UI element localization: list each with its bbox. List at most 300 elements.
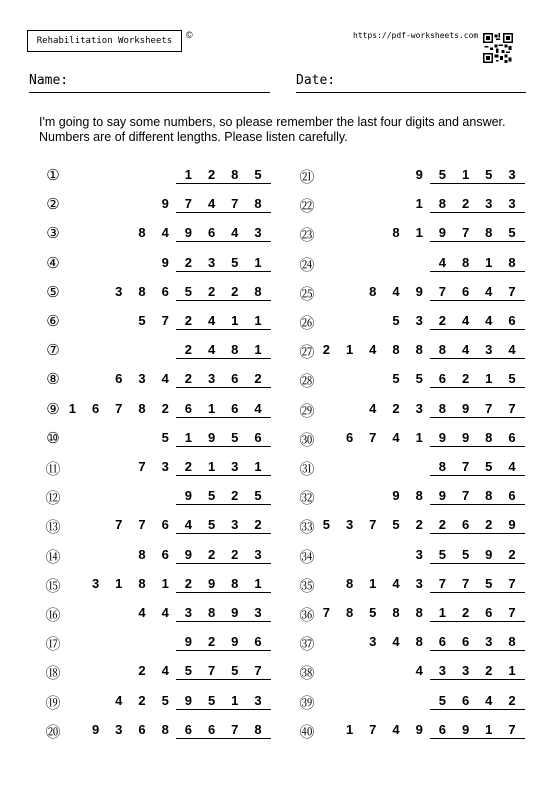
- answer-digit: 3: [207, 371, 216, 387]
- answer-digit: 2: [461, 196, 470, 212]
- problem-row: [297, 281, 537, 305]
- answer-underline: [430, 446, 525, 447]
- problem-row: [297, 544, 537, 568]
- answer-underline: [430, 621, 525, 622]
- answer-underline: [430, 475, 525, 476]
- problem-row: [297, 573, 537, 597]
- problem-row: [297, 456, 537, 480]
- problem-number: ⑳: [45, 723, 61, 741]
- answer-digit: 8: [254, 283, 262, 299]
- digit: 4: [392, 634, 400, 650]
- answer-digit: 7: [461, 225, 470, 241]
- answer-underline: [430, 563, 525, 564]
- problem-row: [43, 573, 283, 597]
- answer-digit: 6: [184, 400, 192, 416]
- answer-digit: 5: [438, 167, 446, 182]
- answer-digit: 8: [438, 196, 446, 212]
- answer-digit: 8: [438, 342, 446, 358]
- instruction-line: Numbers are of different lengths. Please listen carefully.: [39, 130, 348, 144]
- answer-digit: 1: [485, 371, 493, 387]
- answer-underline: [176, 621, 271, 622]
- digit: 4: [392, 283, 400, 299]
- digit: 2: [392, 400, 400, 416]
- problem-number: ㊳: [299, 665, 315, 683]
- answer-digit: 3: [231, 517, 239, 533]
- problem-number: ㉟: [299, 577, 315, 595]
- problem-row: [43, 660, 283, 684]
- answer-underline: [430, 504, 525, 505]
- answer-digit: 5: [207, 517, 216, 533]
- problem-number: ㊲: [299, 636, 315, 654]
- answer-digit: 7: [461, 488, 470, 504]
- answer-digit: 2: [184, 371, 192, 387]
- answer-digit: 3: [508, 196, 516, 212]
- problem-row: [43, 690, 283, 714]
- problem-row: [297, 398, 537, 422]
- digit: 8: [138, 225, 146, 241]
- answer-digit: 5: [438, 546, 446, 562]
- answer-underline: [176, 650, 271, 651]
- answer-digit: 5: [207, 692, 216, 708]
- answer-underline: [176, 271, 271, 272]
- answer-digit: 4: [438, 254, 446, 270]
- digit: 3: [115, 283, 123, 299]
- answer-digit: 1: [231, 692, 239, 708]
- answer-digit: 7: [231, 721, 239, 737]
- problem-row: [43, 602, 283, 626]
- digit: 8: [161, 721, 169, 737]
- answer-digit: 1: [461, 167, 470, 182]
- instructions: [39, 115, 529, 145]
- digit: 9: [392, 488, 400, 504]
- digit: 8: [138, 546, 146, 562]
- qr-code-icon[interactable]: [483, 33, 513, 63]
- answer-digit: 2: [461, 605, 470, 620]
- answer-digit: 4: [207, 196, 216, 212]
- answer-digit: 2: [184, 342, 192, 358]
- answer-digit: 5: [254, 167, 262, 182]
- problem-row: [297, 719, 537, 743]
- answer-digit: 6: [438, 721, 446, 737]
- problem-number: ④: [46, 254, 60, 272]
- problem-row: [297, 602, 537, 626]
- answer-underline: [176, 592, 271, 593]
- problem-row: [43, 281, 283, 305]
- answer-underline: [430, 271, 525, 272]
- answer-digit: 2: [485, 663, 493, 679]
- problem-row: [43, 719, 283, 743]
- problem-number: ㉗: [299, 344, 315, 362]
- answer-digit: 9: [438, 488, 446, 504]
- answer-underline: [430, 709, 525, 710]
- digit: 9: [91, 721, 100, 737]
- digit: 5: [415, 371, 423, 387]
- digit: 6: [345, 429, 354, 445]
- answer-digit: 2: [184, 254, 192, 270]
- answer-digit: 7: [184, 196, 192, 212]
- problem-row: [43, 544, 283, 568]
- answer-digit: 2: [231, 283, 239, 299]
- problem-row: [43, 398, 283, 422]
- answer-digit: 1: [254, 254, 262, 270]
- problem-number: ㉝: [299, 519, 315, 537]
- problem-row: [43, 252, 283, 276]
- answer-digit: 3: [184, 605, 192, 620]
- digit: 6: [161, 283, 169, 299]
- digit: 1: [369, 575, 377, 591]
- answer-digit: 8: [485, 488, 493, 504]
- answer-digit: 7: [508, 605, 516, 620]
- answer-digit: 5: [231, 254, 239, 270]
- problem-number: ①: [46, 167, 60, 184]
- digit: 2: [138, 692, 146, 708]
- digit: 2: [322, 342, 330, 358]
- digit: 6: [161, 546, 169, 562]
- answer-underline: [430, 650, 525, 651]
- answer-digit: 6: [508, 488, 516, 504]
- answer-digit: 6: [254, 634, 262, 650]
- answer-digit: 1: [254, 575, 262, 591]
- digit: 3: [345, 517, 354, 533]
- answer-digit: 7: [231, 196, 239, 212]
- digit: 7: [138, 459, 146, 474]
- answer-digit: 6: [461, 692, 470, 708]
- problem-number: ㉖: [299, 315, 315, 332]
- answer-digit: 5: [184, 663, 192, 679]
- answer-digit: 1: [438, 605, 446, 620]
- answer-digit: 9: [485, 546, 493, 562]
- answer-underline: [430, 300, 525, 301]
- answer-digit: 6: [231, 400, 239, 416]
- digit: 8: [345, 605, 354, 620]
- answer-underline: [176, 738, 271, 739]
- answer-digit: 5: [254, 488, 262, 504]
- answer-digit: 6: [254, 429, 262, 445]
- problem-row: [297, 690, 537, 714]
- problem-number: ⑱: [45, 665, 61, 683]
- answer-digit: 8: [231, 342, 239, 358]
- digit: 5: [322, 517, 330, 533]
- name-field[interactable]: [29, 92, 270, 93]
- digit: 5: [392, 313, 400, 328]
- digit: 9: [415, 167, 423, 182]
- digit: 7: [115, 517, 123, 533]
- answer-digit: 6: [184, 721, 192, 737]
- digit: 4: [392, 575, 400, 591]
- answer-digit: 7: [438, 575, 446, 591]
- answer-digit: 3: [254, 225, 262, 241]
- answer-underline: [176, 241, 271, 242]
- copyright-mark: ©: [186, 30, 193, 40]
- digit: 4: [161, 663, 169, 679]
- answer-digit: 3: [231, 459, 239, 474]
- answer-digit: 7: [461, 575, 470, 591]
- answer-digit: 6: [207, 721, 216, 737]
- digit: 4: [115, 692, 123, 708]
- answer-digit: 8: [254, 196, 262, 212]
- digit: 3: [415, 575, 423, 591]
- digit: 1: [68, 400, 76, 416]
- answer-digit: 6: [508, 429, 516, 445]
- site-url[interactable]: https://pdf-worksheets.com: [353, 31, 479, 40]
- digit: 7: [161, 313, 169, 328]
- digit: 8: [415, 605, 423, 620]
- answer-digit: 9: [461, 721, 470, 737]
- digit: 1: [415, 196, 423, 212]
- problem-row: [43, 427, 283, 451]
- problem-row: [297, 485, 537, 509]
- answer-digit: 1: [254, 342, 262, 358]
- answer-digit: 8: [508, 254, 516, 270]
- digit: 3: [369, 634, 377, 650]
- answer-underline: [430, 592, 525, 593]
- problem-number: ⑭: [45, 548, 61, 566]
- problem-number: ⑯: [45, 607, 61, 624]
- problem-number: ⑪: [45, 461, 61, 478]
- digit: 6: [138, 721, 146, 737]
- digit: 6: [161, 517, 169, 533]
- digit: 8: [392, 605, 400, 620]
- answer-digit: 2: [184, 459, 192, 474]
- answer-digit: 7: [485, 400, 493, 416]
- digit: 6: [91, 400, 100, 416]
- answer-digit: 4: [231, 225, 239, 241]
- digit: 3: [415, 546, 423, 562]
- answer-digit: 9: [184, 634, 192, 650]
- answer-digit: 2: [485, 517, 493, 533]
- answer-digit: 5: [231, 663, 239, 679]
- date-label: Date:: [296, 73, 336, 88]
- problem-number: ㉓: [299, 227, 315, 245]
- answer-digit: 8: [231, 167, 239, 182]
- answer-digit: 4: [485, 692, 493, 708]
- answer-digit: 3: [485, 634, 493, 650]
- digit: 2: [161, 400, 169, 416]
- answer-digit: 9: [231, 605, 239, 620]
- problem-row: [297, 514, 537, 538]
- problem-row: [43, 514, 283, 538]
- digit: 9: [161, 254, 169, 270]
- answer-digit: 9: [461, 400, 470, 416]
- answer-digit: 7: [207, 663, 216, 679]
- answer-digit: 2: [508, 692, 516, 708]
- answer-underline: [430, 738, 525, 739]
- answer-underline: [430, 329, 525, 330]
- answer-digit: 1: [254, 313, 262, 328]
- answer-digit: 5: [508, 225, 516, 241]
- digit: 5: [138, 313, 146, 328]
- digit: 4: [161, 225, 169, 241]
- digit: 4: [138, 605, 146, 620]
- answer-digit: 3: [438, 663, 446, 679]
- digit: 4: [369, 342, 377, 358]
- answer-digit: 3: [254, 692, 262, 708]
- digit: 8: [392, 342, 400, 358]
- answer-digit: 8: [254, 721, 262, 737]
- answer-digit: 4: [254, 400, 262, 416]
- problem-row: [297, 368, 537, 392]
- answer-digit: 2: [254, 371, 262, 387]
- answer-digit: 5: [508, 371, 516, 387]
- digit: 8: [369, 283, 377, 299]
- answer-digit: 5: [485, 167, 493, 182]
- answer-digit: 8: [438, 459, 446, 474]
- answer-underline: [176, 446, 271, 447]
- problem-number: ⑧: [46, 371, 60, 389]
- digit: 3: [415, 400, 423, 416]
- answer-digit: 1: [207, 400, 216, 416]
- answer-digit: 3: [508, 167, 516, 182]
- answer-digit: 8: [461, 254, 470, 270]
- problem-number: ⑰: [45, 636, 61, 654]
- digit: 3: [91, 575, 100, 591]
- instruction-line: I'm going to say some numbers, so please remember the last four digits and answer.: [39, 115, 506, 129]
- answer-digit: 3: [254, 546, 262, 562]
- answer-digit: 4: [508, 342, 516, 358]
- problem-number: ⑬: [45, 519, 61, 537]
- problem-row: [297, 339, 537, 363]
- answer-digit: 7: [438, 283, 446, 299]
- digit: 7: [369, 721, 377, 737]
- answer-digit: 9: [207, 429, 216, 445]
- answer-digit: 6: [461, 517, 470, 533]
- problem-number: ②: [46, 196, 60, 214]
- problem-number: ⑩: [46, 429, 60, 447]
- answer-digit: 1: [184, 167, 192, 182]
- answer-underline: [176, 387, 271, 388]
- answer-digit: 3: [485, 196, 493, 212]
- answer-digit: 8: [508, 634, 516, 650]
- answer-digit: 2: [207, 167, 216, 182]
- answer-underline: [176, 300, 271, 301]
- problem-number: ㉞: [299, 548, 315, 566]
- answer-digit: 4: [461, 342, 470, 358]
- digit: 3: [138, 371, 146, 387]
- answer-digit: 1: [231, 313, 239, 328]
- digit: 6: [115, 371, 123, 387]
- date-field[interactable]: [296, 92, 526, 93]
- answer-digit: 2: [207, 546, 216, 562]
- answer-digit: 2: [461, 371, 470, 387]
- digit: 7: [322, 605, 330, 620]
- answer-digit: 6: [485, 605, 493, 620]
- problem-row: [43, 310, 283, 334]
- answer-digit: 5: [438, 692, 446, 708]
- problem-row: [297, 310, 537, 334]
- problem-number: ㉜: [299, 490, 315, 508]
- problem-number: ㉛: [299, 461, 315, 478]
- answer-digit: 9: [461, 429, 470, 445]
- problem-number: ㉒: [299, 198, 315, 216]
- answer-digit: 9: [184, 692, 192, 708]
- digit: 9: [415, 721, 423, 737]
- problem-row: [297, 660, 537, 684]
- answer-underline: [430, 241, 525, 242]
- answer-underline: [176, 212, 271, 213]
- answer-underline: [430, 212, 525, 213]
- answer-digit: 3: [254, 605, 262, 620]
- digit: 8: [415, 342, 423, 358]
- problem-row: [43, 485, 283, 509]
- problem-row: [43, 456, 283, 480]
- digit: 8: [138, 283, 146, 299]
- answer-digit: 3: [207, 254, 216, 270]
- answer-digit: 3: [461, 663, 470, 679]
- digit: 5: [392, 517, 400, 533]
- answer-digit: 7: [461, 459, 470, 474]
- answer-digit: 1: [254, 459, 262, 474]
- answer-underline: [176, 709, 271, 710]
- answer-underline: [430, 679, 525, 680]
- digit: 1: [415, 429, 423, 445]
- answer-digit: 4: [184, 517, 192, 533]
- digit: 4: [369, 400, 377, 416]
- answer-digit: 7: [508, 575, 516, 591]
- digit: 8: [138, 400, 146, 416]
- digit: 8: [415, 488, 423, 504]
- digit: 1: [415, 225, 423, 241]
- problem-number: ㉘: [299, 373, 315, 391]
- answer-digit: 8: [485, 429, 493, 445]
- answer-digit: 2: [231, 488, 239, 504]
- digit: 4: [392, 429, 400, 445]
- problem-number: ㊵: [299, 723, 315, 741]
- digit: 5: [161, 692, 169, 708]
- digit: 7: [369, 429, 377, 445]
- digit: 1: [161, 575, 169, 591]
- problem-row: [43, 164, 283, 188]
- answer-digit: 5: [485, 459, 493, 474]
- problem-row: [297, 193, 537, 217]
- problem-number: ⑮: [45, 577, 61, 595]
- digit: 4: [161, 371, 169, 387]
- problem-number: ㉕: [299, 285, 315, 303]
- problem-number: ㊱: [299, 607, 315, 624]
- answer-digit: 6: [508, 313, 516, 328]
- answer-underline: [176, 417, 271, 418]
- digit: 5: [161, 429, 169, 445]
- problem-row: [297, 252, 537, 276]
- answer-digit: 9: [231, 634, 239, 650]
- answer-underline: [176, 183, 271, 184]
- digit: 4: [415, 663, 423, 679]
- answer-digit: 7: [508, 283, 516, 299]
- answer-digit: 2: [184, 313, 192, 328]
- answer-digit: 1: [184, 429, 192, 445]
- digit: 4: [392, 721, 400, 737]
- answer-digit: 8: [485, 225, 493, 241]
- problem-row: [297, 222, 537, 246]
- answer-digit: 2: [207, 634, 216, 650]
- problem-number: ③: [46, 225, 60, 243]
- answer-digit: 1: [207, 459, 216, 474]
- answer-digit: 3: [485, 342, 493, 358]
- answer-digit: 4: [508, 459, 516, 474]
- answer-digit: 7: [254, 663, 262, 679]
- answer-digit: 9: [438, 225, 446, 241]
- answer-digit: 2: [508, 546, 516, 562]
- answer-digit: 8: [207, 605, 216, 620]
- digit: 1: [345, 342, 354, 358]
- answer-digit: 9: [184, 546, 192, 562]
- answer-digit: 8: [438, 400, 446, 416]
- answer-digit: 5: [231, 429, 239, 445]
- answer-digit: 6: [438, 371, 446, 387]
- problem-number: ⑨: [46, 400, 60, 418]
- problem-row: [43, 368, 283, 392]
- answer-digit: 5: [461, 546, 470, 562]
- answer-digit: 9: [184, 488, 192, 504]
